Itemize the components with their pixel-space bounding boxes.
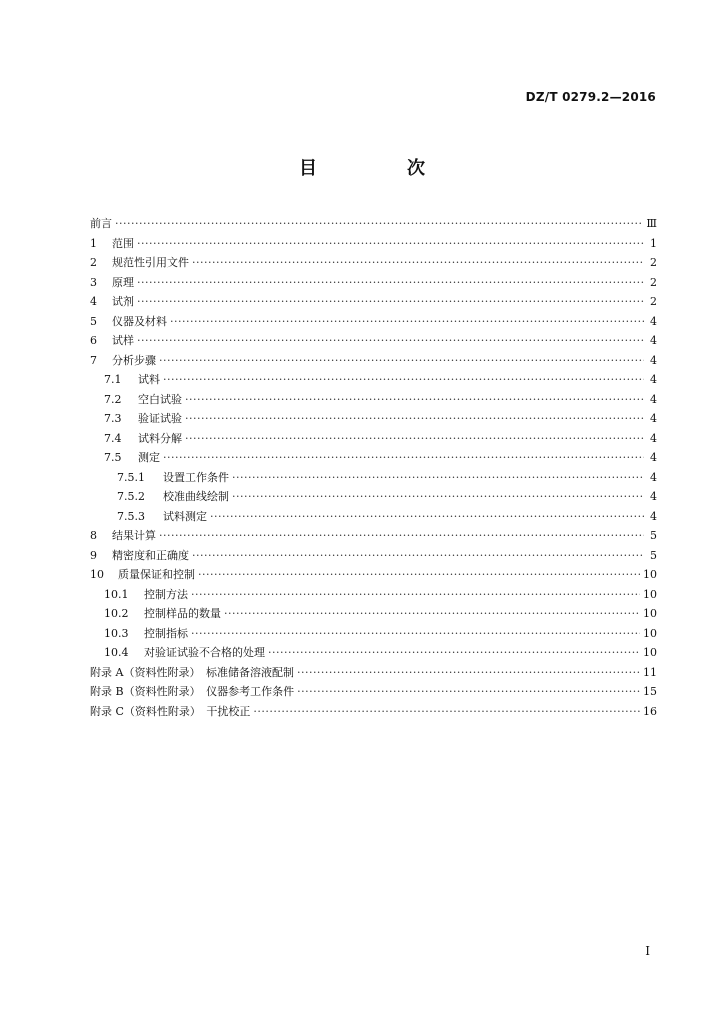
toc-entry[interactable] [90, 253, 657, 273]
toc-entry-number: 5 [90, 314, 97, 328]
toc-entry[interactable] [90, 682, 657, 702]
toc-entry-title: 设置工作条件 [163, 470, 229, 484]
toc-entry[interactable] [90, 390, 657, 410]
page-number: Ⅰ [645, 944, 650, 958]
toc-entry-title: 测定 [138, 451, 160, 464]
toc-entry[interactable] [90, 292, 657, 312]
toc-entry-page: 4 [650, 314, 657, 328]
toc-entry-page: 5 [650, 529, 657, 542]
toc-entry-title: 分析步骤 [112, 353, 156, 367]
toc-entry-page: 2 [650, 295, 657, 308]
toc-entry-number: 10.2 [104, 607, 129, 620]
toc-entry[interactable] [90, 351, 657, 371]
toc-entry-page: 4 [650, 353, 657, 367]
toc-entry[interactable] [90, 312, 657, 332]
toc-entry-number: 2 [90, 256, 97, 269]
toc-entry-title: 精密度和正确度 [112, 548, 189, 562]
toc-entry-page: 10 [643, 568, 657, 581]
toc-leader-dots [185, 409, 644, 429]
toc-entry-title: 验证试验 [138, 412, 182, 425]
toc-leader-dots [185, 429, 644, 449]
toc-entry-number: 7.4 [104, 431, 122, 445]
toc-entry-title: 附录 A（资料性附录） 标准储备溶液配制 [90, 665, 294, 679]
toc-entry[interactable] [90, 643, 657, 663]
toc-entry-title: 结果计算 [112, 529, 156, 542]
toc-entry-title: 附录 C（资料性附录） 干扰校正 [90, 704, 251, 718]
toc-entry-title: 试剂 [112, 295, 134, 308]
toc-entry-page: 10 [643, 626, 657, 640]
toc-entry[interactable] [90, 565, 657, 585]
toc-leader-dots [185, 390, 644, 410]
toc-entry-page: 4 [650, 470, 657, 484]
toc-entry-title: 仪器及材料 [112, 314, 167, 328]
toc-entry-number: 6 [90, 334, 97, 347]
toc-entry-title: 控制指标 [144, 626, 188, 640]
toc-entry-number: 7.2 [104, 392, 122, 406]
toc-entry-title: 质量保证和控制 [118, 568, 195, 581]
toc-entry-page: 4 [650, 334, 657, 347]
toc-entry[interactable] [90, 429, 657, 449]
toc-entry[interactable] [90, 487, 657, 507]
toc-entry[interactable] [90, 448, 657, 468]
toc-entry[interactable] [90, 468, 657, 488]
toc-entry-number: 7.5 [104, 451, 122, 464]
toc-leader-dots [115, 214, 643, 234]
toc-entry-page: 11 [643, 665, 657, 679]
toc-entry-page: 4 [650, 392, 657, 406]
toc-entry-page: 10 [643, 646, 657, 659]
toc-leader-dots [198, 565, 640, 585]
toc-leader-dots [224, 604, 640, 624]
toc-entry[interactable] [90, 409, 657, 429]
standard-code: DZ/T 0279.2—2016 [525, 90, 656, 104]
toc-entry-title: 原理 [112, 275, 134, 289]
toc-entry[interactable] [90, 624, 657, 644]
toc-entry-title: 范围 [112, 236, 134, 250]
toc-leader-dots [163, 448, 644, 468]
toc-entry-page: 2 [650, 275, 657, 289]
toc-entry-page: Ⅲ [646, 217, 657, 230]
toc-entry-title: 附录 B（资料性附录） 仪器参考工作条件 [90, 685, 295, 698]
toc-entry[interactable] [90, 370, 657, 390]
toc-entry-number: 3 [90, 275, 97, 289]
toc-entry-title: 试样 [112, 334, 134, 347]
toc-leader-dots [137, 292, 644, 312]
toc-entry-page: 2 [650, 256, 657, 269]
toc-leader-dots [297, 682, 640, 702]
toc-entry-number: 8 [90, 529, 97, 542]
toc-entry-title: 试料测定 [163, 509, 207, 523]
toc-entry-number: 10.3 [104, 626, 129, 640]
toc-entry-page: 1 [650, 236, 657, 250]
toc-entry[interactable] [90, 604, 657, 624]
toc-entry[interactable] [90, 546, 657, 566]
toc-entry-number: 4 [90, 295, 97, 308]
toc-leader-dots [163, 370, 644, 390]
toc-leader-dots [191, 624, 640, 644]
toc-entry-title: 前言 [90, 217, 112, 230]
toc-leader-dots [232, 468, 644, 488]
toc-entry-title: 规范性引用文件 [112, 256, 189, 269]
toc-entry-number: 7.1 [104, 373, 122, 386]
toc-entry-number: 1 [90, 236, 97, 250]
toc-entry-title: 空白试验 [138, 392, 182, 406]
toc-entry-page: 4 [650, 509, 657, 523]
toc-entry-title: 控制样品的数量 [144, 607, 221, 620]
toc-leader-dots [297, 663, 640, 683]
toc-entry-number: 7.3 [104, 412, 122, 425]
toc-entry-number: 10 [90, 568, 104, 581]
toc-leader-dots [210, 507, 644, 527]
toc-leader-dots [191, 585, 640, 605]
toc-entry[interactable] [90, 273, 657, 293]
table-of-contents [90, 214, 657, 721]
toc-leader-dots [137, 234, 644, 254]
toc-leader-dots [170, 312, 644, 332]
toc-entry-number: 7 [90, 353, 97, 367]
toc-leader-dots [159, 526, 644, 546]
toc-entry-title: 校准曲线绘制 [163, 490, 229, 503]
toc-entry-title: 对验证试验不合格的处理 [144, 646, 265, 659]
toc-entry-page: 4 [650, 412, 657, 425]
toc-entry[interactable] [90, 507, 657, 527]
toc-entry-title: 试料 [138, 373, 160, 386]
toc-entry-page: 4 [650, 431, 657, 445]
toc-entry[interactable] [90, 585, 657, 605]
toc-leader-dots [137, 273, 644, 293]
toc-leader-dots [268, 643, 640, 663]
toc-entry-page: 15 [643, 685, 657, 698]
toc-leader-dots [159, 351, 644, 371]
toc-entry[interactable] [90, 663, 657, 683]
toc-entry-title: 试料分解 [138, 431, 182, 445]
toc-entry[interactable] [90, 702, 657, 722]
toc-entry-number: 9 [90, 548, 97, 562]
toc-title: 目 次 [299, 158, 461, 179]
toc-leader-dots [253, 702, 640, 722]
toc-entry-title: 控制方法 [144, 587, 188, 601]
toc-leader-dots [192, 253, 644, 273]
toc-entry-page: 10 [643, 607, 657, 620]
toc-entry[interactable] [90, 526, 657, 546]
toc-entry[interactable] [90, 234, 657, 254]
toc-entry[interactable] [90, 331, 657, 351]
toc-entry[interactable] [90, 214, 657, 234]
toc-leader-dots [192, 546, 644, 566]
toc-leader-dots [232, 487, 644, 507]
toc-entry-number: 7.5.3 [117, 509, 145, 523]
toc-entry-number: 10.1 [104, 587, 129, 601]
toc-entry-page: 4 [650, 373, 657, 386]
toc-entry-page: 16 [643, 704, 657, 718]
toc-leader-dots [137, 331, 644, 351]
toc-entry-page: 10 [643, 587, 657, 601]
toc-entry-number: 7.5.1 [117, 470, 145, 484]
toc-entry-number: 10.4 [104, 646, 129, 659]
toc-entry-page: 4 [650, 451, 657, 464]
toc-entry-number: 7.5.2 [117, 490, 145, 503]
toc-entry-page: 4 [650, 490, 657, 503]
toc-entry-page: 5 [650, 548, 657, 562]
